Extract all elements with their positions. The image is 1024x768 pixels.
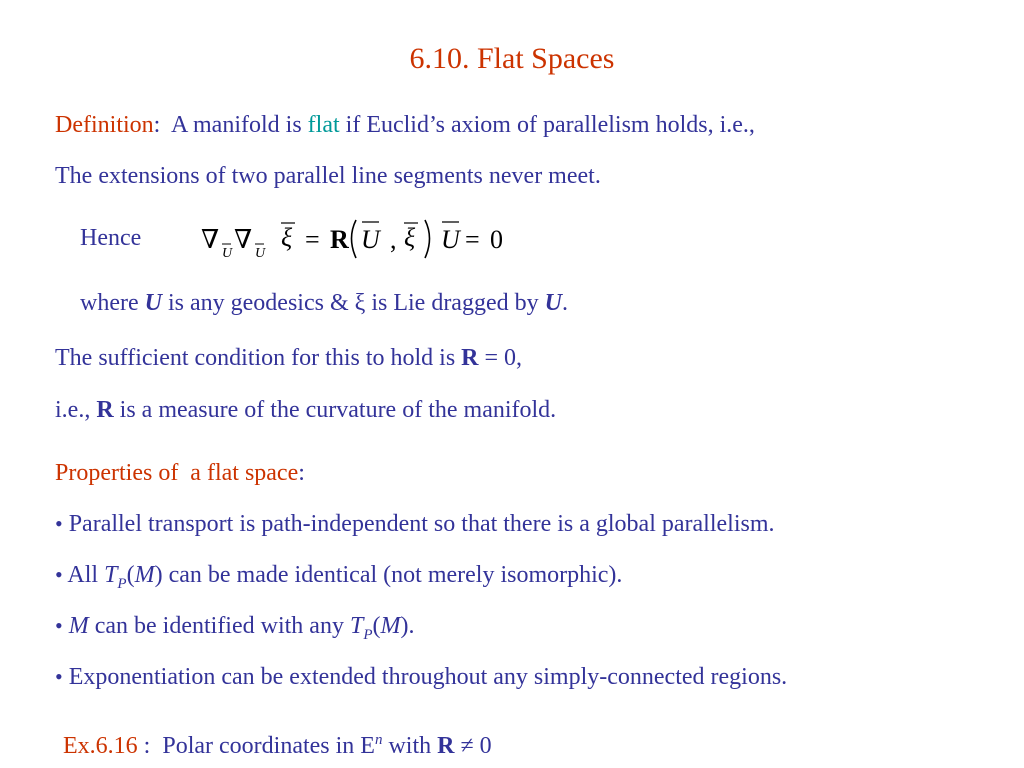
u-symbol: U [441,225,460,254]
ie-text-1: i.e., [55,397,97,423]
example-text-2: with [382,733,438,759]
riemann-symbol: R [437,733,455,759]
manifold-symbol: M [68,613,89,639]
sufficient-condition-line [55,345,522,372]
where-line [80,290,568,317]
bullet-3-text-2: . [408,613,415,639]
where-text-3: is Lie dragged by [365,290,545,316]
comma-symbol: , [390,225,397,254]
bullet-2-text-1: All [67,562,105,588]
left-paren [352,220,357,258]
bullet-icon: • [55,664,63,689]
where-text-2: is any geodesics & [161,290,355,316]
nabla-subscript-1: U [222,246,233,261]
definition-colon: : [153,112,161,138]
example-colon: : [143,733,151,759]
ie-text-2: is a measure of the curvature of the manifold. [113,397,557,423]
hence-label: Hence [80,225,142,251]
sufficient-text-2: = 0, [478,345,523,371]
example-text-1: Polar coordinates in E [150,733,375,759]
equals-sign: = [305,225,320,254]
xi-symbol: ξ [404,223,416,252]
not-equal-zero: ≠ 0 [454,733,492,759]
u-symbol: U [361,225,380,254]
bullet-2-text-2: can be made identical (not merely isomorphic). [162,562,623,588]
bullet-item-4 [55,664,787,691]
bullet-text-1: Parallel transport is path-independent so that there is a global parallelism. [68,511,775,537]
right-paren [425,220,430,258]
nabla-subscript-2: U [255,246,266,261]
properties-heading [55,460,305,487]
where-text-4: . [561,290,568,316]
bullet-text-4: Exponentiation can be extended throughout any simply-connected regions. [68,664,788,690]
tangent-space-symbol: T [104,562,118,588]
bullet-icon: • [55,613,63,638]
parallel-transport-equation [195,212,525,270]
tangent-space-symbol: T [349,613,364,639]
bullet-item-3: • M can be identified with any $T_P(M)$. [55,613,415,643]
definition-text-2: if Euclid’s axiom of parallelism holds, i.e., [339,112,755,138]
parallel-extension-line: The extensions of two parallel line segments never meet. [55,163,601,189]
bullet-icon: • [55,562,63,587]
point-subscript: P [363,626,373,643]
riemann-symbol: R [96,397,114,423]
xi-symbol: ξ [354,290,366,316]
point-subscript: P [117,575,127,592]
definition-line [55,112,755,139]
nabla-symbol-2: ∇ [234,225,253,254]
u-variable: U [544,290,562,316]
bullet-icon: • [55,511,63,536]
example-label: Ex.6.16 [63,733,144,759]
flat-term: flat [307,112,340,138]
sufficient-text-1: The sufficient condition for this to hold is [55,345,462,371]
properties-colon: : [298,460,305,486]
u-variable: U [144,290,162,316]
xi-symbol: ξ [281,223,293,252]
definition-text-1: A manifold is [160,112,308,138]
bullet-item-1 [55,511,775,538]
zero-value: 0 [490,225,503,254]
slide-title: 6.10. Flat Spaces [409,42,615,75]
example-line [63,733,492,760]
dimension-superscript: n [374,732,383,748]
properties-label: Properties of a flat space [55,460,299,486]
riemann-symbol: R [461,345,479,371]
bullet-3-text-1: can be identified with any [88,613,350,639]
manifold-symbol: M [380,613,401,639]
equals-sign: = [465,225,480,254]
nabla-symbol-1: ∇ [201,225,220,254]
riemann-symbol: R [330,225,349,254]
curvature-line [55,397,556,424]
where-text-1: where [80,290,145,316]
manifold-symbol: M [134,562,155,588]
definition-label: Definition [55,112,154,138]
bullet-item-2: • All $T_P(M)$ can be made identical (not merely isomorphic). [55,562,623,592]
